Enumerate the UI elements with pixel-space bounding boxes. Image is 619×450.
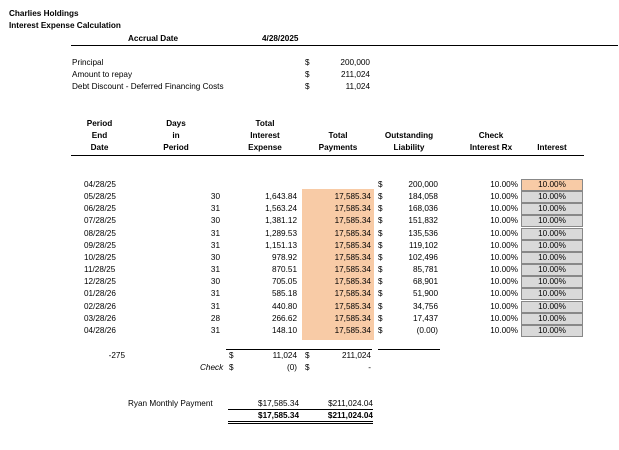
period-end-date[interactable]: 06/28/25 xyxy=(84,204,116,213)
check-expense[interactable]: (0) xyxy=(286,363,297,372)
payment[interactable]: 17,585.34 xyxy=(334,277,371,286)
period-end-date[interactable]: 12/28/25 xyxy=(84,277,116,286)
interest-cell[interactable] xyxy=(521,228,583,240)
summary-currency: $ xyxy=(305,58,310,67)
days-in-period[interactable]: 30 xyxy=(210,192,220,201)
interest-rate: 10.00% xyxy=(538,277,566,286)
interest-expense[interactable]: 705.05 xyxy=(271,277,297,286)
outstanding-liability[interactable]: 85,781 xyxy=(412,265,438,274)
check-interest-rx[interactable]: 10.00% xyxy=(490,229,518,238)
payment[interactable]: 17,585.34 xyxy=(334,229,371,238)
interest-rate: 10.00% xyxy=(538,302,566,311)
accrual-date-label: Accrual Date xyxy=(128,34,179,43)
interest-rate: 10.00% xyxy=(538,180,566,189)
header-interest: Interest xyxy=(537,143,567,152)
days-in-period[interactable]: 30 xyxy=(210,253,220,262)
period-end-date[interactable]: 09/28/25 xyxy=(84,241,116,250)
check-label: Check xyxy=(200,363,224,372)
interest-expense[interactable]: 148.10 xyxy=(271,326,297,335)
interest-expense[interactable]: 1,381.12 xyxy=(265,216,297,225)
payment[interactable]: 17,585.34 xyxy=(334,289,371,298)
interest-rate: 10.00% xyxy=(538,314,566,323)
interest-rate: 10.00% xyxy=(538,253,566,262)
days-in-period[interactable]: 31 xyxy=(210,229,220,238)
liability-currency: $ xyxy=(378,326,383,335)
check-interest-rx[interactable]: 10.00% xyxy=(490,241,518,250)
check-interest-rx[interactable]: 10.00% xyxy=(490,302,518,311)
liability-currency: $ xyxy=(378,204,383,213)
check-currency: $ xyxy=(229,363,234,372)
summary-label: Debt Discount - Deferred Financing Costs xyxy=(72,82,224,91)
total-days[interactable]: -275 xyxy=(108,351,125,360)
interest-cell[interactable] xyxy=(521,301,583,313)
check-interest-rx[interactable]: 10.00% xyxy=(490,289,518,298)
payment[interactable]: 17,585.34 xyxy=(334,241,371,250)
interest-rate: 10.00% xyxy=(538,229,566,238)
interest-cell[interactable] xyxy=(521,191,583,203)
liability-currency: $ xyxy=(378,289,383,298)
period-end-date[interactable]: 07/28/25 xyxy=(84,216,116,225)
liability-currency: $ xyxy=(378,192,383,201)
check-interest-rx[interactable]: 10.00% xyxy=(490,326,518,335)
outstanding-liability[interactable]: 102,496 xyxy=(408,253,438,262)
header-period-end-date: Period End Date xyxy=(86,119,113,152)
outstanding-liability[interactable]: 151,832 xyxy=(408,216,438,225)
interest-rate: 10.00% xyxy=(538,289,566,298)
summary-value[interactable]: 11,024 xyxy=(345,82,370,91)
interest-cell[interactable] xyxy=(521,252,583,264)
monthly-payment-double-underline xyxy=(228,421,373,424)
check-interest-rx[interactable]: 10.00% xyxy=(490,204,518,213)
check-interest-rx[interactable]: 10.00% xyxy=(490,277,518,286)
interest-expense[interactable]: 440.80 xyxy=(271,302,297,311)
days-in-period[interactable]: 31 xyxy=(210,302,220,311)
payment[interactable]: 17,585.34 xyxy=(334,192,371,201)
interest-cell[interactable] xyxy=(521,313,583,325)
monthly-payment-label: Ryan Monthly Payment xyxy=(128,399,213,408)
interest-cell[interactable] xyxy=(521,276,583,288)
payment[interactable]: 17,585.34 xyxy=(334,314,371,323)
liability-currency: $ xyxy=(378,180,383,189)
liability-currency: $ xyxy=(378,241,383,250)
interest-cell[interactable] xyxy=(521,240,583,252)
header-check-interest-rx: Check Interest Rx xyxy=(469,131,513,152)
liability-currency: $ xyxy=(378,277,383,286)
payment[interactable]: 17,585.34 xyxy=(334,302,371,311)
check-interest-rx[interactable]: 10.00% xyxy=(490,216,518,225)
header-underline xyxy=(71,155,584,156)
payment[interactable]: 17,585.34 xyxy=(334,204,371,213)
outstanding-liability[interactable]: (0.00) xyxy=(416,326,438,335)
days-in-period[interactable]: 30 xyxy=(210,216,220,225)
days-in-period[interactable]: 31 xyxy=(210,204,220,213)
check-interest-rx[interactable]: 10.00% xyxy=(490,192,518,201)
liability-currency: $ xyxy=(378,216,383,225)
sheet-subtitle: Interest Expense Calculation xyxy=(9,21,121,30)
outstanding-liability[interactable]: 168,036 xyxy=(408,204,438,213)
accrual-date-value[interactable]: 4/28/2025 xyxy=(262,34,299,43)
total-payments[interactable]: 211,024 xyxy=(342,351,371,360)
interest-cell[interactable] xyxy=(521,179,583,191)
payment[interactable]: 17,585.34 xyxy=(334,253,371,262)
interest-expense[interactable]: 266.62 xyxy=(271,314,297,323)
payment[interactable]: 17,585.34 xyxy=(334,216,371,225)
summary-value[interactable]: 211,024 xyxy=(341,70,370,79)
liability-currency: $ xyxy=(378,265,383,274)
period-end-date[interactable]: 08/28/25 xyxy=(84,229,116,238)
interest-rate: 10.00% xyxy=(538,192,566,201)
interest-cell[interactable] xyxy=(521,288,583,300)
summary-currency: $ xyxy=(305,82,310,91)
interest-rate: 10.00% xyxy=(538,241,566,250)
annual-payment-total[interactable]: $211,024.04 xyxy=(327,411,373,420)
interest-cell[interactable] xyxy=(521,215,583,227)
interest-cell[interactable] xyxy=(521,325,583,337)
outstanding-liability[interactable]: 184,058 xyxy=(408,192,438,201)
monthly-payment-value[interactable]: $17,585.34 xyxy=(258,399,299,408)
period-end-date[interactable]: 05/28/25 xyxy=(84,192,116,201)
days-in-period[interactable]: 28 xyxy=(210,314,220,323)
payment[interactable]: 17,585.34 xyxy=(334,326,371,335)
interest-expense[interactable]: 1,643.84 xyxy=(265,192,297,201)
totals-currency: $ xyxy=(229,351,234,360)
interest-rate: 10.00% xyxy=(538,265,566,274)
interest-cell[interactable] xyxy=(521,203,583,215)
interest-rate: 10.00% xyxy=(538,216,566,225)
summary-label: Amount to repay xyxy=(72,70,133,79)
liability-currency: $ xyxy=(378,253,383,262)
interest-expense[interactable]: 1,151.13 xyxy=(265,241,297,250)
check-payment[interactable]: - xyxy=(368,363,371,372)
interest-expense[interactable]: 978.92 xyxy=(271,253,297,262)
total-interest-expense[interactable]: 11,024 xyxy=(272,351,297,360)
summary-label: Principal xyxy=(72,58,104,67)
period-end-date[interactable]: 11/28/25 xyxy=(84,265,116,274)
check-interest-rx[interactable]: 10.00% xyxy=(490,253,518,262)
outstanding-liability[interactable]: 119,102 xyxy=(409,241,438,250)
totals-currency: $ xyxy=(305,351,310,360)
header-total-interest-expense: Total Interest Expense xyxy=(248,119,282,152)
check-currency: $ xyxy=(305,363,310,372)
accrual-underline xyxy=(71,45,618,46)
liability-currency: $ xyxy=(378,314,383,323)
interest-expense[interactable]: 585.18 xyxy=(271,289,297,298)
outstanding-liability[interactable]: 68,901 xyxy=(412,277,438,286)
period-end-date[interactable]: 02/28/26 xyxy=(84,302,116,311)
header-outstanding-liability: Outstanding Liability xyxy=(384,131,434,152)
interest-expense[interactable]: 870.51 xyxy=(271,265,297,274)
interest-cell[interactable] xyxy=(521,264,583,276)
liability-overline xyxy=(378,349,440,350)
annual-payment-value[interactable]: $211,024.04 xyxy=(328,399,373,408)
outstanding-liability[interactable]: 135,536 xyxy=(408,229,438,238)
liability-currency: $ xyxy=(378,302,383,311)
period-end-date[interactable]: 03/28/26 xyxy=(84,314,116,323)
days-in-period[interactable]: 31 xyxy=(210,326,220,335)
outstanding-liability[interactable]: 51,900 xyxy=(412,289,438,298)
period-end-date[interactable]: 01/28/26 xyxy=(84,289,116,298)
days-in-period[interactable]: 30 xyxy=(210,277,220,286)
check-interest-rx[interactable]: 10.00% xyxy=(490,180,518,189)
check-interest-rx[interactable]: 10.00% xyxy=(490,314,518,323)
liability-currency: $ xyxy=(378,229,383,238)
outstanding-liability[interactable]: 17,437 xyxy=(412,314,438,323)
interest-expense[interactable]: 1,563.24 xyxy=(265,204,297,213)
period-end-date[interactable]: 10/28/25 xyxy=(84,253,116,262)
monthly-payment-total[interactable]: $17,585.34 xyxy=(258,411,299,420)
days-in-period[interactable]: 31 xyxy=(210,241,220,250)
period-end-date: 04/28/25 xyxy=(84,180,116,189)
outstanding-liability[interactable]: 34,756 xyxy=(412,302,438,311)
days-in-period[interactable]: 31 xyxy=(210,265,220,274)
outstanding-liability[interactable]: 200,000 xyxy=(408,180,438,189)
company-name: Charlies Holdings xyxy=(9,9,79,18)
header-days-in-period: Days in Period xyxy=(163,119,189,152)
period-end-date[interactable]: 04/28/26 xyxy=(84,326,116,335)
summary-currency: $ xyxy=(305,70,310,79)
interest-rate: 10.00% xyxy=(538,326,566,335)
summary-value[interactable]: 200,000 xyxy=(340,58,370,67)
interest-rate: 10.00% xyxy=(538,204,566,213)
days-in-period[interactable]: 31 xyxy=(210,289,220,298)
interest-expense[interactable]: 1,289.53 xyxy=(265,229,297,238)
check-interest-rx[interactable]: 10.00% xyxy=(490,265,518,274)
header-total-payments: Total Payments xyxy=(318,131,358,152)
payment[interactable]: 17,585.34 xyxy=(334,265,371,274)
